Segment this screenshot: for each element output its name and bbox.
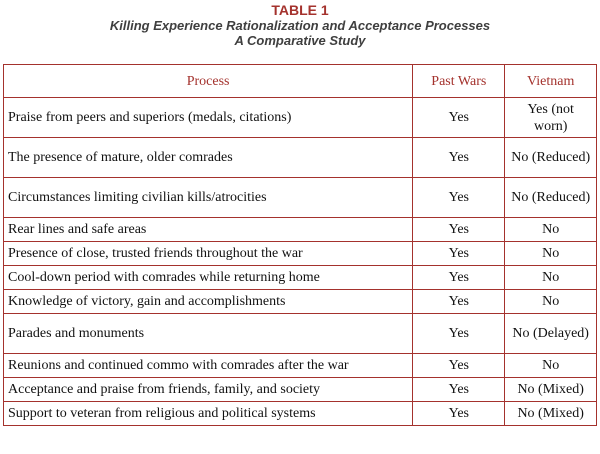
process-cell: Reunions and continued commo with comrades after the war — [4, 354, 413, 378]
process-cell: Circumstances limiting civilian kills/atrocities — [4, 178, 413, 218]
vietnam-cell: No — [505, 242, 597, 266]
vietnam-cell: No (Reduced) — [505, 178, 597, 218]
table-title: Killing Experience Rationalization and Acceptance Processes — [109, 18, 491, 33]
process-cell: Praise from peers and superiors (medals, citations) — [4, 98, 413, 138]
past-wars-cell: Yes — [413, 354, 505, 378]
past-wars-cell: Yes — [413, 402, 505, 426]
table-row — [4, 242, 597, 266]
past-wars-cell: Yes — [413, 98, 505, 138]
process-cell: Support to veteran from religious and political systems — [4, 402, 413, 426]
past-wars-cell: Yes — [413, 138, 505, 178]
past-wars-cell: Yes — [413, 218, 505, 242]
vietnam-cell: No (Delayed) — [505, 314, 597, 354]
past-wars-cell: Yes — [413, 314, 505, 354]
vietnam-cell: No — [505, 266, 597, 290]
header-process: Process — [4, 65, 413, 98]
process-cell: Acceptance and praise from friends, family, and society — [4, 378, 413, 402]
vietnam-cell: Yes (not worn) — [505, 98, 597, 138]
table-row — [4, 218, 597, 242]
vietnam-cell: No — [505, 218, 597, 242]
table-row — [4, 354, 597, 378]
header-vietnam: Vietnam — [505, 65, 597, 98]
process-cell: Parades and monuments — [4, 314, 413, 354]
past-wars-cell: Yes — [413, 242, 505, 266]
header-row — [4, 65, 597, 98]
vietnam-cell: No (Mixed) — [505, 402, 597, 426]
past-wars-cell: Yes — [413, 178, 505, 218]
vietnam-cell: No (Reduced) — [505, 138, 597, 178]
table-row — [4, 266, 597, 290]
comparison-table — [3, 64, 597, 426]
process-cell: Presence of close, trusted friends throughout the war — [4, 242, 413, 266]
process-cell: The presence of mature, older comrades — [4, 138, 413, 178]
table-row — [4, 178, 597, 218]
table-row — [4, 402, 597, 426]
table-label: TABLE 1 — [271, 2, 329, 18]
table-row — [4, 314, 597, 354]
past-wars-cell: Yes — [413, 290, 505, 314]
past-wars-cell: Yes — [413, 378, 505, 402]
process-cell: Rear lines and safe areas — [4, 218, 413, 242]
table-caption — [0, 0, 600, 48]
past-wars-cell: Yes — [413, 266, 505, 290]
vietnam-cell: No (Mixed) — [505, 378, 597, 402]
header-past-wars: Past Wars — [413, 65, 505, 98]
process-cell: Cool-down period with comrades while returning home — [4, 266, 413, 290]
table-row — [4, 378, 597, 402]
process-cell: Knowledge of victory, gain and accomplishments — [4, 290, 413, 314]
table-subtitle: A Comparative Study — [234, 33, 366, 48]
vietnam-cell: No — [505, 290, 597, 314]
table-row — [4, 290, 597, 314]
vietnam-cell: No — [505, 354, 597, 378]
table-row — [4, 98, 597, 138]
table-row — [4, 138, 597, 178]
